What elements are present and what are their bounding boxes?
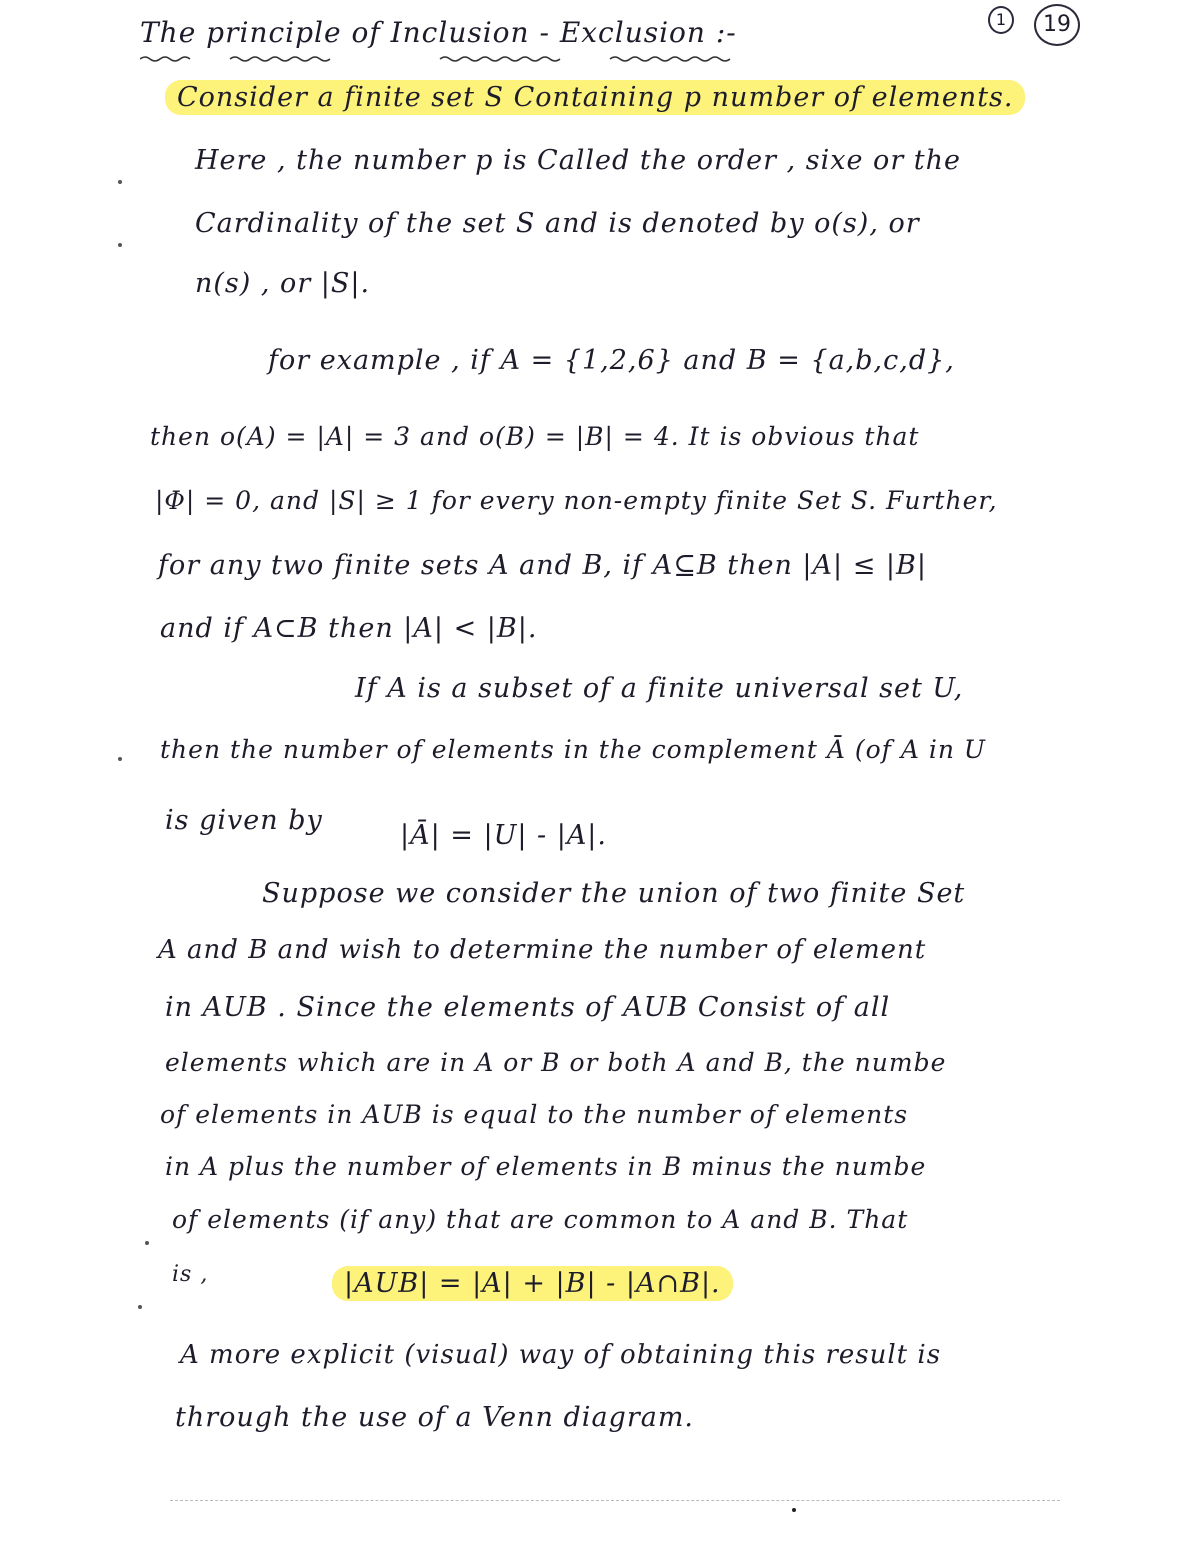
text-line: Here , the number p is Called the order , sixe or the (195, 145, 962, 176)
text-line: Suppose we consider the union of two finite Set (262, 878, 966, 909)
text-line: A more explicit (visual) way of obtaining this result is (180, 1340, 942, 1370)
text-line: for any two finite sets A and B, if A⊆B then |A| ≤ |B| (158, 550, 927, 581)
page-number-small: 1 (988, 6, 1014, 34)
text-line: is given by (165, 805, 323, 836)
text-line: then o(A) = |A| = 3 and o(B) = |B| = 4. It is obvious that (150, 422, 920, 451)
text-line: elements which are in A or B or both A and B, the numbe (165, 1048, 947, 1077)
margin-dot (792, 1508, 796, 1512)
text-line: in A plus the number of elements in B minus the numbe (165, 1152, 927, 1181)
page-number: 19 (1034, 4, 1080, 46)
formula-inclusion-exclusion: |AUB| = |A| + |B| - |A∩B|. (332, 1268, 733, 1299)
margin-dot (118, 180, 122, 184)
margin-dot (145, 1241, 149, 1245)
text-line: Consider a finite set S Containing p number of elements. (165, 82, 1025, 113)
text-line: is , (172, 1262, 209, 1287)
text-line: through the use of a Venn diagram. (175, 1402, 695, 1433)
margin-dot (118, 243, 122, 247)
text-line: If A is a subset of a finite universal set U, (355, 673, 964, 704)
text-line: for example , if A = {1,2,6} and B = {a,b,c,d}, (268, 345, 955, 376)
text-line: of elements (if any) that are common to A and B. That (172, 1205, 909, 1234)
text-line: and if A⊂B then |A| < |B|. (160, 613, 538, 644)
text-line: A and B and wish to determine the number of element (158, 935, 927, 965)
margin-dot (138, 1305, 142, 1309)
title-underline (140, 54, 780, 64)
text-line: of elements in AUB is equal to the number of elements (160, 1100, 909, 1129)
formula-complement: |Ā| = |U| - |A|. (400, 820, 607, 851)
text-line: then the number of elements in the complement Ā (of A in U (160, 735, 986, 764)
text-line: n(s) , or |S|. (195, 268, 371, 299)
bottom-rule (170, 1500, 1060, 1501)
page-title: The principle of Inclusion - Exclusion :- (140, 16, 737, 49)
text-line: in AUB . Since the elements of AUB Consist of all (165, 992, 891, 1023)
text-line: |Φ| = 0, and |S| ≥ 1 for every non-empty finite Set S. Further, (155, 486, 998, 515)
margin-dot (118, 757, 122, 761)
text-line: Cardinality of the set S and is denoted by o(s), or (195, 208, 920, 239)
